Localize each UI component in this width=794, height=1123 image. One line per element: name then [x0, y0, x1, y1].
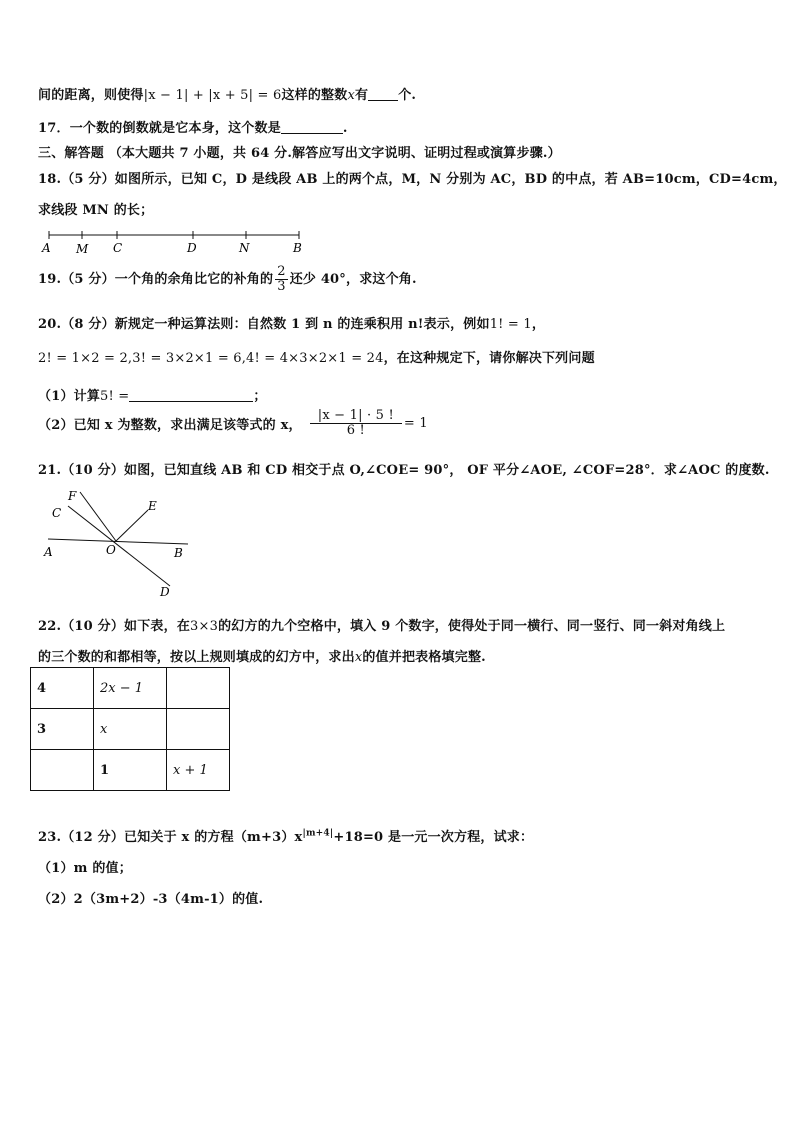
q22-line2-pre: 的三个数的和都相等，按以上规则填成的幻方中，求出: [38, 650, 355, 665]
table-cell: 3: [31, 709, 94, 750]
q16-post: 有: [355, 88, 369, 103]
fraction: [310, 409, 402, 438]
ray-of: [80, 492, 116, 541]
q20-p2-eq: = 1: [403, 416, 428, 431]
label-d: D: [160, 585, 170, 599]
q20-line2-math: 2! = 1×2 = 2,3! = 3×2×1 = 6,4! = 4×3×2×1 = 24: [38, 351, 384, 366]
q23-exponent: |m+4|: [302, 828, 334, 839]
table-cell: 4: [31, 668, 94, 709]
label-e: E: [148, 499, 157, 513]
question-19: [38, 265, 417, 294]
question-18-line2: 求线段 MN 的长；: [38, 203, 154, 218]
q22-line2-var: x: [354, 650, 363, 665]
q16-pre: 间的距离，则使得: [38, 88, 144, 103]
table-cell: 2x − 1: [94, 668, 167, 709]
table-cell: x: [94, 709, 167, 750]
label-c: C: [52, 506, 62, 520]
table-cell[interactable]: [167, 668, 230, 709]
q22-line1-pre: 22.（10 分）如下表，在: [38, 619, 191, 634]
label-c: C: [113, 241, 123, 255]
label-b: B: [174, 546, 183, 560]
table-row: [31, 750, 230, 791]
q16-mid: 这样的整数: [281, 88, 348, 103]
q22-line1-post: 的幻方的九个空格中，填入 9 个数字，使得处于同一横行、同一竖行、同一斜对角线上: [218, 619, 726, 634]
line-cd: [68, 506, 170, 586]
q23-post: +18=0 是一元一次方程，试求：: [333, 830, 534, 845]
q23-pre: 23.（12 分）已知关于 x 的方程（m+3）x: [38, 830, 303, 845]
label-d: D: [187, 241, 197, 255]
table-cell[interactable]: [31, 750, 94, 791]
fraction: [275, 265, 287, 294]
ray-oe: [116, 510, 148, 541]
table-cell: 1: [94, 750, 167, 791]
question-20-line1: [38, 313, 545, 332]
fraction-denominator: 3: [277, 279, 286, 294]
q17-text: 17．一个数的倒数就是它本身，这个数是: [38, 121, 281, 136]
question-22-line1: [38, 615, 725, 634]
fraction-numerator: |x − 1| · 5 !: [310, 409, 402, 424]
table-cell[interactable]: [167, 709, 230, 750]
q19-pre: 19.（5 分）一个角的余角比它的补角的: [38, 272, 274, 287]
q17-end: .: [342, 121, 348, 136]
segment-figure: [38, 226, 313, 258]
q20-p1-math: 5! =: [100, 389, 130, 404]
label-b: B: [293, 241, 302, 255]
table-row: [31, 709, 230, 750]
question-22-line2: [38, 646, 486, 665]
label-a: A: [44, 545, 53, 559]
q20-line1-end: ，: [531, 317, 546, 332]
question-23-part2: （2）2（3m+2）-3（4m-1）的值.: [38, 892, 264, 907]
question-17: [38, 117, 348, 136]
q20-line1-pre: 20.（8 分）新规定一种运算法则：自然数 1 到 n 的连乘积用 n!表示，例如: [38, 317, 490, 332]
question-23-part1: （1）m 的值；: [38, 861, 132, 876]
q16-var: x: [347, 88, 355, 103]
question-16-tail: [38, 84, 416, 103]
question-20-part2: [38, 409, 428, 438]
table-cell: x + 1: [167, 750, 230, 791]
q16-end: 个.: [398, 88, 417, 103]
magic-square-table: [30, 667, 230, 791]
q20-p2-pre: （2）已知 x 为整数，求出满足该等式的 x，: [38, 418, 302, 433]
intersecting-lines-figure: [38, 484, 198, 602]
label-n: N: [239, 241, 250, 255]
q20-line1-math: 1! = 1: [489, 317, 532, 332]
section-heading: 三、解答题 （本大题共 7 小题，共 64 分.解答应写出文字说明、证明过程或演算步骤.）: [38, 146, 561, 161]
fraction-denominator: 6 !: [346, 423, 365, 438]
label-o: O: [106, 543, 116, 557]
question-20-part1: [38, 385, 267, 404]
q20-p1-pre: （1）计算: [38, 389, 101, 404]
table-row: [31, 668, 230, 709]
label-a: A: [42, 241, 51, 255]
q22-line2-post: 的值并把表格填完整.: [362, 650, 486, 665]
question-20-line2: [38, 347, 595, 366]
q19-post: 还少 40°，求这个角.: [289, 272, 417, 287]
question-23: [38, 826, 533, 845]
answer-blank[interactable]: [368, 88, 398, 101]
fraction-numerator: 2: [277, 264, 286, 279]
question-18-line1: 18.（5 分）如图所示，已知 C，D 是线段 AB 上的两个点，M，N 分别为 AC，BD 的中点，若 AB=10cm，CD=4cm，: [38, 172, 787, 187]
q20-line2-post: ，在这种规定下，请你解决下列问题: [383, 351, 595, 366]
answer-blank[interactable]: [281, 121, 343, 134]
q22-line1-math: 3×3: [190, 619, 219, 634]
q20-p1-end: ；: [253, 389, 267, 404]
label-m: M: [76, 242, 89, 256]
question-21: 21.（10 分）如图，已知直线 AB 和 CD 相交于点 O,∠COE= 90°， OF 平分∠AOE, ∠COF=28°．求∠AOC 的度数.: [38, 463, 770, 478]
answer-blank[interactable]: [129, 389, 253, 402]
q16-expression: |x − 1| + |x + 5| = 6: [143, 88, 282, 103]
label-f: F: [68, 489, 77, 503]
